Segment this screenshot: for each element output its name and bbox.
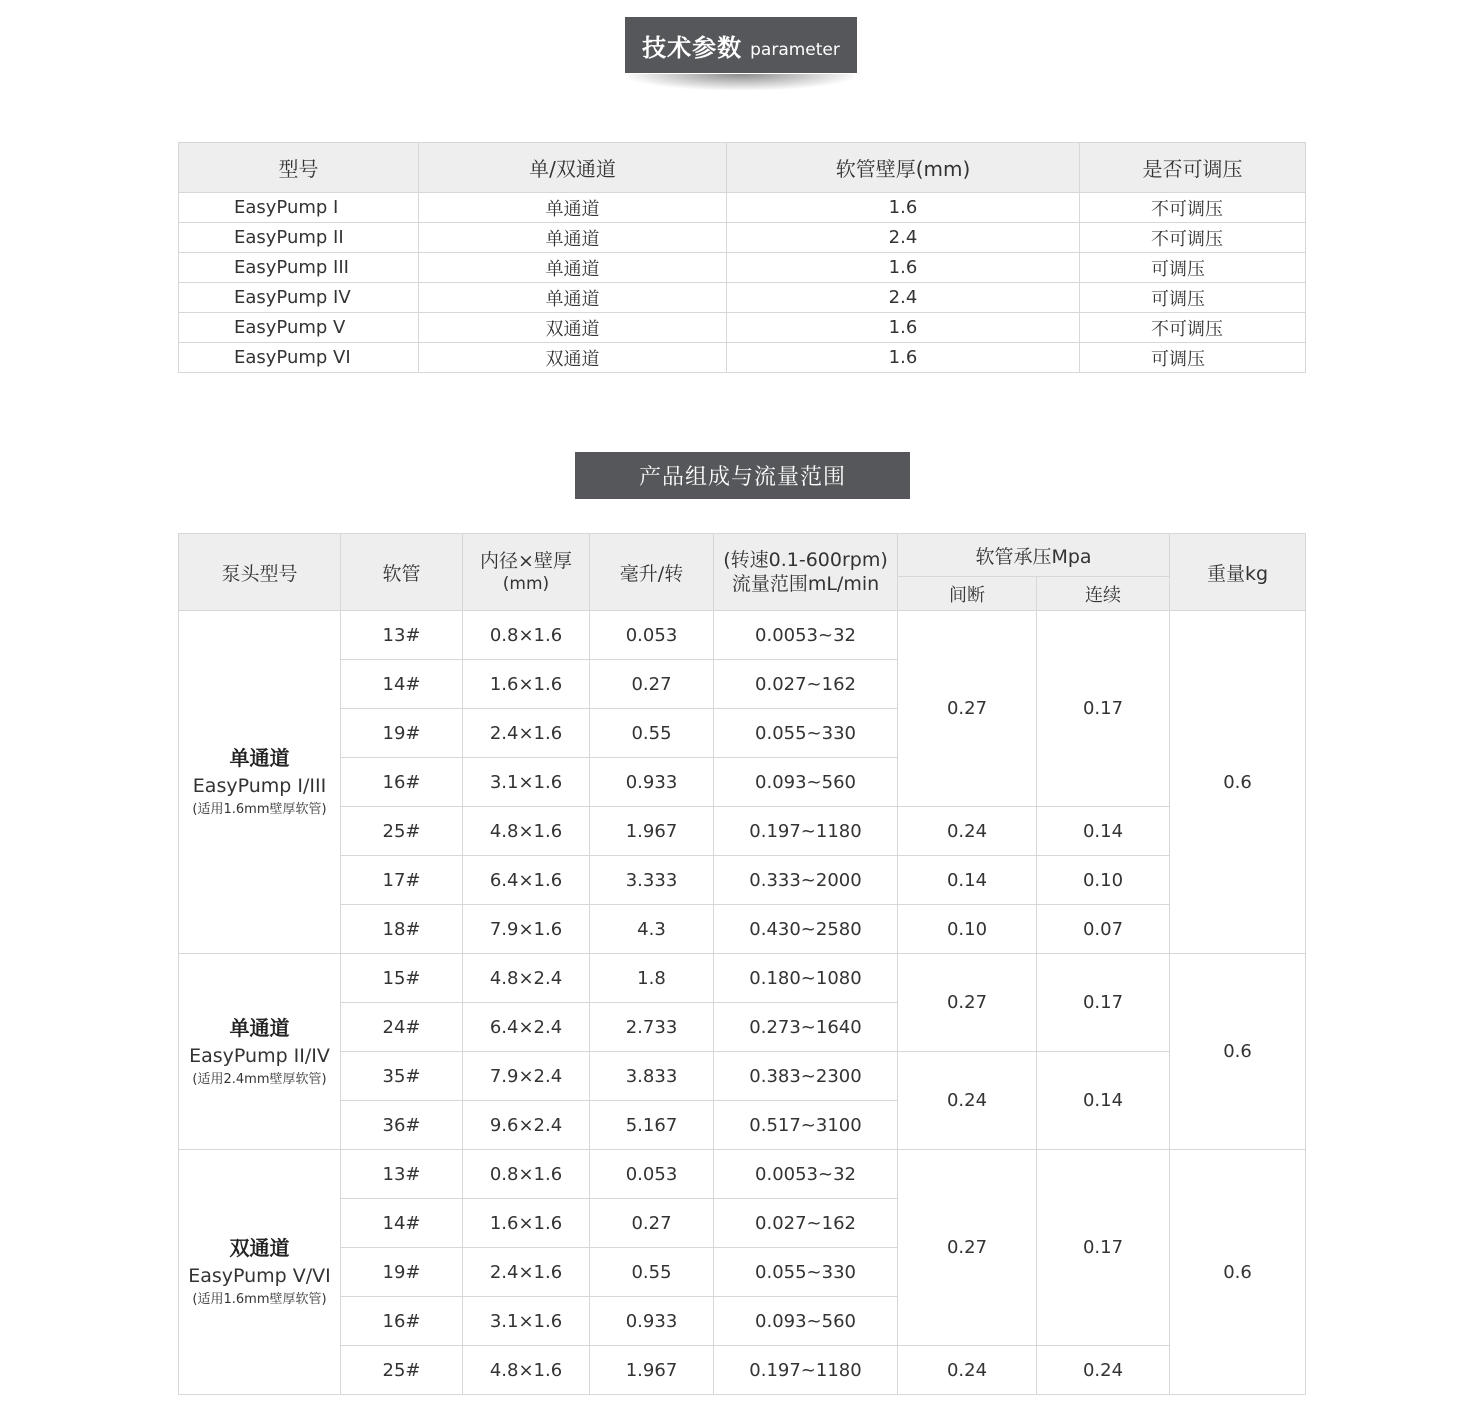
cell-intermittent: 0.24	[898, 1052, 1037, 1150]
cell-continuous: 0.14	[1037, 807, 1170, 856]
header-id-wall-line2: (mm)	[502, 574, 550, 594]
cell-id-wall: 7.9×1.6	[463, 905, 590, 954]
table-row	[179, 1346, 1306, 1395]
cell-ml-rev: 0.053	[590, 611, 714, 660]
cell-channel: 单通道	[419, 253, 727, 283]
cell-ml-rev: 5.167	[590, 1101, 714, 1150]
cell-flow: 0.027~162	[714, 660, 898, 709]
cell-flow: 0.517~3100	[714, 1101, 898, 1150]
cell-channel: 单通道	[419, 223, 727, 253]
cell-tube: 15#	[341, 954, 463, 1003]
composition-flow-table	[178, 533, 1306, 1395]
cell-id-wall: 9.6×2.4	[463, 1101, 590, 1150]
cell-tube: 35#	[341, 1052, 463, 1101]
cell-flow: 0.197~1180	[714, 1346, 898, 1395]
cell-weight: 0.6	[1170, 1150, 1306, 1395]
cell-intermittent: 0.27	[898, 954, 1037, 1052]
table-row	[179, 193, 1306, 223]
group-label	[179, 611, 341, 954]
cell-wall: 1.6	[727, 253, 1080, 283]
cell-id-wall: 3.1×1.6	[463, 758, 590, 807]
cell-wall: 1.6	[727, 313, 1080, 343]
cell-tube: 13#	[341, 611, 463, 660]
cell-flow: 0.333~2000	[714, 856, 898, 905]
cell-model: EasyPump IV	[179, 283, 419, 313]
table-row	[179, 611, 1306, 660]
cell-tube: 14#	[341, 1199, 463, 1248]
table-row	[179, 807, 1306, 856]
cell-model: EasyPump I	[179, 193, 419, 223]
cell-flow: 0.0053~32	[714, 611, 898, 660]
table-row	[179, 1150, 1306, 1199]
cell-weight: 0.6	[1170, 611, 1306, 954]
cell-ml-rev: 3.333	[590, 856, 714, 905]
header-id-wall	[463, 534, 590, 611]
cell-tube: 16#	[341, 758, 463, 807]
cell-intermittent: 0.27	[898, 1150, 1037, 1346]
cell-ml-rev: 1.967	[590, 1346, 714, 1395]
table-header-row	[179, 534, 1306, 577]
cell-weight: 0.6	[1170, 954, 1306, 1150]
group-note: (适用2.4mm壁厚软管)	[192, 1071, 327, 1087]
cell-ml-rev: 1.967	[590, 807, 714, 856]
table-row	[179, 1052, 1306, 1101]
cell-flow: 0.0053~32	[714, 1150, 898, 1199]
header-tube: 软管	[341, 534, 463, 611]
cell-ml-rev: 4.3	[590, 905, 714, 954]
cell-flow: 0.430~2580	[714, 905, 898, 954]
cell-id-wall: 4.8×2.4	[463, 954, 590, 1003]
header-model: 型号	[179, 143, 419, 193]
header-ml-per-rev: 毫升/转	[590, 534, 714, 611]
cell-tube: 18#	[341, 905, 463, 954]
cell-id-wall: 4.8×1.6	[463, 1346, 590, 1395]
cell-flow: 0.027~162	[714, 1199, 898, 1248]
cell-adjustable: 可调压	[1080, 283, 1306, 313]
header-pressure: 软管承压Mpa	[898, 534, 1170, 577]
table-row	[179, 856, 1306, 905]
cell-wall: 2.4	[727, 283, 1080, 313]
header-adjustable: 是否可调压	[1080, 143, 1306, 193]
cell-adjustable: 不可调压	[1080, 193, 1306, 223]
cell-ml-rev: 3.833	[590, 1052, 714, 1101]
table-row	[179, 343, 1306, 373]
cell-model: EasyPump II	[179, 223, 419, 253]
header-flow-line1: (转速0.1-600rpm)	[723, 549, 888, 571]
cell-flow: 0.055~330	[714, 1248, 898, 1297]
header-flow-range	[714, 534, 898, 611]
table-row	[179, 223, 1306, 253]
table-row	[179, 954, 1306, 1003]
cell-tube: 19#	[341, 1248, 463, 1297]
cell-wall: 1.6	[727, 193, 1080, 223]
cell-continuous: 0.24	[1037, 1346, 1170, 1395]
header-channel: 单/双通道	[419, 143, 727, 193]
cell-continuous: 0.17	[1037, 954, 1170, 1052]
cell-flow: 0.093~560	[714, 758, 898, 807]
group-note: (适用1.6mm壁厚软管)	[192, 1292, 327, 1307]
cell-id-wall: 3.1×1.6	[463, 1297, 590, 1346]
cell-continuous: 0.17	[1037, 611, 1170, 807]
cell-flow: 0.093~560	[714, 1297, 898, 1346]
cell-channel: 单通道	[419, 283, 727, 313]
cell-id-wall: 4.8×1.6	[463, 807, 590, 856]
group-title: 单通道	[229, 1015, 290, 1040]
parameter-section-title	[625, 17, 857, 73]
header-flow-line2: 流量范围mL/min	[731, 573, 880, 595]
table-row	[179, 283, 1306, 313]
cell-continuous: 0.10	[1037, 856, 1170, 905]
header-wall-thickness: 软管壁厚(mm)	[727, 143, 1080, 193]
cell-model: EasyPump III	[179, 253, 419, 283]
cell-tube: 24#	[341, 1003, 463, 1052]
group-model: EasyPump V/VI	[188, 1265, 331, 1287]
cell-ml-rev: 0.053	[590, 1150, 714, 1199]
cell-flow: 0.383~2300	[714, 1052, 898, 1101]
cell-model: EasyPump VI	[179, 343, 419, 373]
cell-ml-rev: 2.733	[590, 1003, 714, 1052]
cell-channel: 双通道	[419, 313, 727, 343]
cell-flow: 0.055~330	[714, 709, 898, 758]
banner-shadow	[628, 74, 854, 90]
cell-id-wall: 6.4×1.6	[463, 856, 590, 905]
header-weight: 重量kg	[1170, 534, 1306, 611]
cell-ml-rev: 0.933	[590, 758, 714, 807]
composition-section-title: 产品组成与流量范围	[575, 452, 910, 499]
cell-intermittent: 0.14	[898, 856, 1037, 905]
table-header-row	[179, 143, 1306, 193]
cell-wall: 2.4	[727, 223, 1080, 253]
cell-id-wall: 1.6×1.6	[463, 1199, 590, 1248]
header-id-wall-line1: 内径×壁厚	[480, 550, 572, 572]
cell-channel: 单通道	[419, 193, 727, 223]
cell-continuous: 0.17	[1037, 1150, 1170, 1346]
cell-ml-rev: 0.933	[590, 1297, 714, 1346]
group-label	[179, 954, 341, 1150]
cell-channel: 双通道	[419, 343, 727, 373]
section-title-en: parameter	[750, 40, 840, 60]
header-continuous: 连续	[1037, 577, 1170, 611]
cell-model: EasyPump V	[179, 313, 419, 343]
cell-wall: 1.6	[727, 343, 1080, 373]
cell-id-wall: 1.6×1.6	[463, 660, 590, 709]
cell-adjustable: 可调压	[1080, 253, 1306, 283]
header-pump-model: 泵头型号	[179, 534, 341, 611]
cell-adjustable: 不可调压	[1080, 313, 1306, 343]
group-title: 单通道	[229, 746, 290, 770]
cell-id-wall: 0.8×1.6	[463, 611, 590, 660]
cell-tube: 19#	[341, 709, 463, 758]
cell-id-wall: 0.8×1.6	[463, 1150, 590, 1199]
cell-tube: 17#	[341, 856, 463, 905]
cell-id-wall: 7.9×2.4	[463, 1052, 590, 1101]
header-intermittent: 间断	[898, 577, 1037, 611]
cell-flow: 0.197~1180	[714, 807, 898, 856]
cell-ml-rev: 0.27	[590, 1199, 714, 1248]
cell-continuous: 0.14	[1037, 1052, 1170, 1150]
table-row	[179, 905, 1306, 954]
cell-adjustable: 可调压	[1080, 343, 1306, 373]
group-label	[179, 1150, 341, 1395]
cell-ml-rev: 0.55	[590, 1248, 714, 1297]
group-title: 双通道	[229, 1236, 290, 1260]
cell-flow: 0.180~1080	[714, 954, 898, 1003]
cell-ml-rev: 0.55	[590, 709, 714, 758]
cell-id-wall: 2.4×1.6	[463, 709, 590, 758]
cell-tube: 13#	[341, 1150, 463, 1199]
table-row	[179, 253, 1306, 283]
cell-intermittent: 0.24	[898, 807, 1037, 856]
cell-adjustable: 不可调压	[1080, 223, 1306, 253]
cell-tube: 36#	[341, 1101, 463, 1150]
cell-id-wall: 2.4×1.6	[463, 1248, 590, 1297]
cell-intermittent: 0.27	[898, 611, 1037, 807]
table-row	[179, 313, 1306, 343]
cell-intermittent: 0.10	[898, 905, 1037, 954]
section-title-cn: 技术参数	[642, 33, 743, 62]
cell-id-wall: 6.4×2.4	[463, 1003, 590, 1052]
cell-tube: 14#	[341, 660, 463, 709]
cell-tube: 25#	[341, 1346, 463, 1395]
parameter-table	[178, 142, 1306, 373]
cell-intermittent: 0.24	[898, 1346, 1037, 1395]
cell-ml-rev: 0.27	[590, 660, 714, 709]
cell-tube: 16#	[341, 1297, 463, 1346]
cell-flow: 0.273~1640	[714, 1003, 898, 1052]
group-model: EasyPump I/III	[192, 775, 327, 797]
group-note: (适用1.6mm壁厚软管)	[192, 802, 327, 817]
cell-ml-rev: 1.8	[590, 954, 714, 1003]
cell-continuous: 0.07	[1037, 905, 1170, 954]
cell-tube: 25#	[341, 807, 463, 856]
group-model: EasyPump II/IV	[189, 1044, 330, 1067]
